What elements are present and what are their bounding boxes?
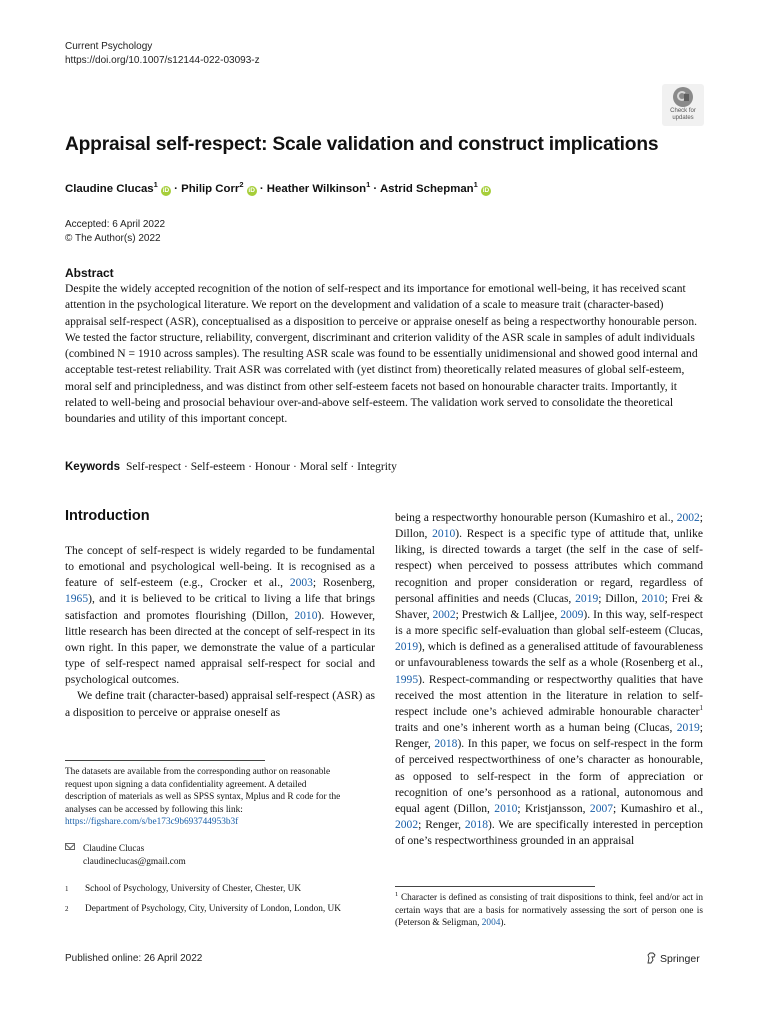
correspondence: [65, 843, 186, 868]
citation-link[interactable]: 2003: [289, 577, 313, 590]
doi-link[interactable]: https://doi.org/10.1007/s12144-022-03093-z: [65, 55, 260, 66]
keywords-list: Self-respect · Self-esteem · Honour · Moral self · Integrity: [125, 461, 397, 473]
footnote-marker[interactable]: 1: [699, 704, 703, 713]
journal-header: [65, 40, 260, 68]
citation-link[interactable]: 2002: [676, 512, 700, 524]
affiliation-text: School of Psychology, University of Chester, Chester, UK: [85, 884, 302, 894]
affiliation-text: Department of Psychology, City, University of London, London, UK: [85, 904, 341, 914]
section-heading-introduction: Introduction: [65, 508, 150, 524]
body-text: ), and it is believed to be critical to living a life that brings satisfaction and promotes flourishing (Dillon,: [65, 593, 375, 622]
body-text: ). However, little research has been directed at the concept of self-respect in its own right. In this paper, we demonstrate the value of a particular type of self-respect named appraisal self-respect for social and psychological outcomes.: [65, 609, 375, 687]
citation-link[interactable]: 2019: [575, 592, 599, 605]
abstract-heading: Abstract: [65, 266, 114, 280]
publisher-logo: [647, 952, 700, 965]
keywords: [65, 461, 397, 473]
article-dates: [65, 218, 165, 246]
figshare-link[interactable]: https://figshare.com/s/be173c9b693744953b3f: [65, 817, 239, 827]
citation-link[interactable]: 2002: [395, 818, 419, 831]
footnote-rule: [65, 760, 265, 761]
author-name[interactable]: Claudine Clucas: [65, 182, 154, 195]
citation-link[interactable]: 1995: [395, 673, 419, 686]
citation-link[interactable]: 2018: [434, 738, 458, 751]
body-text: ; Frei & Shaver,: [395, 592, 703, 621]
body-text: ; Prestwich & Lalljee,: [455, 608, 561, 621]
badge-label: [670, 108, 696, 121]
citation-link[interactable]: 1965: [65, 593, 89, 606]
body-text: ). Respect-commanding or respectworthy qualities that have received the most attention in the literature in relation to self-respect include one’s achieved admirable honourable character: [395, 673, 703, 718]
citation-link[interactable]: 2009: [560, 608, 584, 621]
correspondent-email[interactable]: claudineclucas@gmail.com: [83, 856, 186, 867]
citation-link[interactable]: 2018: [464, 818, 488, 831]
body-text: ; Renger,: [418, 818, 465, 831]
body-text: ; Renger,: [395, 722, 703, 751]
accepted-date: Accepted: 6 April 2022: [65, 219, 166, 230]
orcid-icon[interactable]: iD: [248, 186, 255, 194]
orcid-icon[interactable]: iD: [482, 186, 490, 194]
citation-link[interactable]: 2004: [481, 918, 501, 929]
affiliation-number: 1: [65, 885, 69, 893]
footnote-end: ).: [500, 918, 506, 929]
badge-line1: Check for: [670, 108, 696, 114]
orcid-icon[interactable]: iD: [162, 186, 170, 194]
mail-icon: [65, 843, 75, 850]
body-text: ; Kristjansson,: [517, 802, 590, 815]
body-text: ). In this way, self-respect is a more specific self-evaluation than global self-esteem (Clucas,: [395, 608, 704, 638]
body-text: ; Dillon,: [598, 592, 642, 605]
citation-link[interactable]: 2010: [294, 609, 318, 622]
data-availability-note: [65, 766, 345, 829]
citation-link[interactable]: 2010: [494, 802, 518, 815]
affiliation-item: [65, 883, 345, 899]
citation-link[interactable]: 2019: [395, 641, 419, 654]
body-text: ; Dillon,: [395, 512, 703, 541]
keywords-label: Keywords: [65, 461, 120, 473]
published-date: Published online: 26 April 2022: [65, 953, 203, 964]
body-column-right: [395, 510, 703, 849]
abstract-text: Despite the widely accepted recognition of the notion of self-respect and its importance for emotional well-being, it has received scant attention in the psychological literature. We report on the development and validation of a scale to measure trait (character-based) appraisal self-respect (ASR), conceptualised as a disposition to perceive or appraise oneself as being a respectworthy honourable person. We tested the factor structure, reliability, convergent, discriminant and criterion validity of the ASR scale in samples of adult individuals (combined N = 1910 across samples). The resulting ASR scale was found to be essentially unidimensional and showed good internal and acceptable test-retest reliability. Trait ASR was correlated with (yet distinct from) theoretically related measures of global self-esteem, moral self and principledness, and was distinct from other self-esteem facets not based on honourable character traits. Importantly, it related to well-being and prosocial behaviour over-and-above self-esteem. The validation work served to consolidate the theoretical boundaries and utility of this important concept.: [65, 283, 698, 425]
update-icon: [673, 87, 693, 107]
affiliation-number: 2: [65, 905, 69, 913]
body-text: ). Respect is a specific type of attitude that, unlike liking, is directed towards a target (the self in the case of self-respect) when perceived to possess attributes which command recognition and proper consideration or regard, regardless of personal affinities and needs (Clucas,: [395, 528, 703, 605]
copyright: © The Author(s) 2022: [65, 233, 161, 244]
publisher-name: Springer: [660, 953, 700, 965]
author-name[interactable]: Heather Wilkinson: [266, 182, 367, 195]
body-text: ; Rosenberg,: [312, 577, 375, 590]
author-name[interactable]: Astrid Schepman: [379, 182, 474, 195]
citation-link[interactable]: 2019: [676, 722, 700, 735]
badge-line2: updates: [672, 114, 694, 121]
correspondent-name: Claudine Clucas: [83, 844, 145, 854]
body-text: ). We are specifically interested in perception of one’s respectworthiness grounded in an appraisal: [395, 818, 704, 848]
author-affiliation: 1: [366, 180, 371, 189]
body-text: ). In this paper, we focus on self-respect in the form of perceived respectworthiness of one’s character as honourable, as opposed to self-respect in the form of appreciation or recognition of one’s personhood as a rational, autonomous and equal agent (Dillon,: [395, 738, 703, 815]
citation-link[interactable]: 2010: [641, 592, 665, 605]
author-affiliation: 1: [153, 180, 158, 189]
citation-link[interactable]: 2007: [589, 802, 614, 815]
body-text: ; Kumashiro et al.,: [613, 802, 704, 815]
body-text: traits and one’s inherent worth as a human being (Clucas,: [395, 722, 677, 735]
body-text: The concept of self-respect is widely regarded to be fundamental to emotional and psychological well-being. It is recognised as a feature of self-esteem (e.g., Crocker et al.,: [65, 545, 375, 590]
springer-horse-icon: [647, 952, 656, 964]
paragraph: [395, 510, 703, 849]
author-name[interactable]: Philip Corr: [181, 182, 240, 195]
footnote-text: Character is defined as consisting of trait dispositions to think, feel and/or act in certain ways that are a basis for normatively assessing the sort of person one is (Peterson & Seligman,: [395, 893, 703, 929]
body-column-left: [65, 543, 375, 721]
body-text: ), which is defined as a generalised attitude of favourableness or unfavourableness towards the self as a whole (Rosenberg et al.,: [395, 641, 703, 670]
citation-link[interactable]: 2002: [432, 608, 456, 621]
note-text: The datasets are available from the corresponding author on reasonable request upon signing a data confidentiality agreement. A detailed description of materials as well as SPSS syntax, Mplus and R code for the analyses can be accessed by following this link:: [65, 767, 341, 815]
author-list: Claudine Clucas$^1$ iD · Philip Corr$^2$ iD · Heather Wilkinson$^1$ · Astrid Schepman$^1$ iD: [65, 180, 490, 195]
footnote-rule: [395, 886, 595, 887]
paragraph: We define trait (character-based) appraisal self-respect (ASR) as a disposition to perceive or appraise oneself as: [65, 690, 375, 719]
affiliation-item: [65, 903, 345, 919]
check-for-updates-badge[interactable]: [662, 84, 704, 126]
character-footnote: [395, 889, 703, 930]
citation-link[interactable]: 2010: [432, 528, 456, 541]
author-affiliation: 1: [473, 180, 478, 189]
paper-title: Appraisal self-respect: Scale validation and construct implications: [65, 134, 659, 155]
footnote-number: 1: [395, 891, 399, 898]
body-text: being a respectworthy honourable person (Kumashiro et al.,: [395, 512, 677, 524]
author-affiliation: 2: [239, 180, 244, 189]
journal-name: Current Psychology: [65, 41, 153, 52]
paragraph: [65, 543, 375, 688]
